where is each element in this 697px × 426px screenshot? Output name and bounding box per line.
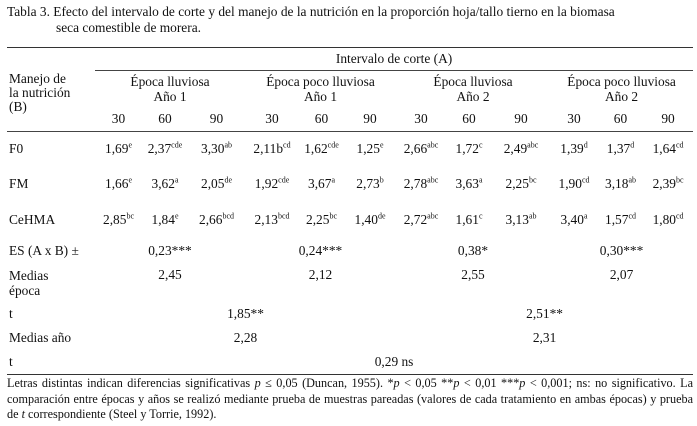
cell-value: 1,25: [356, 141, 380, 156]
significance-letters: cd: [676, 211, 684, 221]
significance-letters: bcd: [222, 211, 234, 221]
cell-value: 3,13: [505, 212, 529, 227]
period-header: [396, 71, 550, 108]
medias-epoca-value: 2,07: [609, 267, 634, 282]
row-label: FM: [9, 176, 29, 191]
significance-letters: d: [583, 140, 588, 150]
period-header: [550, 71, 693, 108]
cell-value: 3,67: [308, 176, 332, 191]
significance-letters: e: [128, 140, 132, 150]
value-cell: [245, 132, 299, 167]
period-year: Año 1: [153, 89, 187, 104]
period-year: Año 2: [605, 89, 639, 104]
medias-epoca-value: 2,55: [461, 267, 485, 282]
caption-line-2: seca comestible de morera.: [56, 20, 201, 35]
significance-letters: e: [174, 211, 179, 221]
significance-letters: d: [630, 140, 635, 150]
interval-header-cell: 60: [462, 111, 476, 126]
footnote-text: < 0,001; ns: no significativo. La comparación entre épocas y años se realizó mediante prueba de muestras pareadas (valores de cada tratamiento en ambas épocas) y prueba de: [7, 376, 693, 421]
interval-header-cell: 30: [567, 111, 581, 126]
table-row: [7, 202, 693, 238]
medias-epoca-label: [7, 264, 95, 302]
footnote-text: < 0,05 **: [399, 376, 454, 390]
interval-header-cell: 60: [314, 111, 329, 126]
es-row: [7, 238, 693, 264]
row-header-line-2: la nutrición: [9, 84, 71, 100]
significance-letters: a: [583, 211, 588, 221]
interval-header-cell: 90: [661, 111, 675, 126]
value-cell: [492, 166, 550, 202]
t-epoca-label: t: [9, 306, 13, 321]
es-value: 0,24***: [298, 243, 343, 258]
es-value: 0,30***: [599, 243, 644, 258]
value-cell: [95, 132, 142, 167]
period-name: Época lluviosa: [130, 74, 210, 89]
value-cell: [598, 166, 643, 202]
value-cell: [446, 166, 492, 202]
es-value: 0,38*: [457, 243, 489, 258]
row-header-label: [7, 48, 95, 132]
significance-letters: a: [174, 175, 179, 185]
cell-value: 2,49: [503, 141, 528, 156]
data-body: [7, 132, 693, 239]
significance-letters: cde: [327, 140, 339, 150]
cell-value: 3,30: [201, 141, 225, 156]
row-header-line-1: Manejo de: [9, 70, 66, 86]
value-cell: [396, 166, 446, 202]
significance-letters: c: [478, 211, 483, 221]
value-cell: [142, 132, 188, 167]
cell-value: 2,73: [356, 176, 380, 191]
value-cell: [344, 166, 396, 202]
cell-value: 2,85: [103, 212, 127, 227]
cell-value: 3,18: [605, 176, 629, 191]
medias-epoca-line-2: época: [9, 283, 41, 298]
cell-value: 1,66: [105, 176, 129, 191]
interval-header-cell: 90: [514, 111, 528, 126]
value-cell: [396, 202, 446, 238]
row-label: CeHMA: [9, 212, 56, 227]
interval-header-cell: 60: [613, 111, 628, 126]
table-row: [7, 132, 693, 167]
cell-value: 2,37: [147, 141, 172, 156]
value-cell: [598, 132, 643, 167]
period-name: Época poco lluviosa: [567, 74, 676, 89]
value-cell: [245, 166, 299, 202]
significance-letters: abc: [527, 140, 539, 150]
value-cell: [142, 166, 188, 202]
medias-anio-value: 2,28: [233, 330, 258, 345]
value-cell: [344, 132, 396, 167]
footnote-text: ≤ 0,05 (Duncan, 1955). *: [260, 376, 394, 390]
significance-letters: cd: [283, 140, 291, 150]
es-value: 0,23***: [148, 243, 192, 258]
cell-value: 1,39: [560, 141, 584, 156]
period-year: Año 2: [456, 89, 490, 104]
medias-epoca-row: [7, 264, 693, 302]
footnote-text: correspondiente (Steel y Torrie, 1992).: [24, 407, 217, 421]
cell-value: 3,40: [560, 212, 584, 227]
es-label: ES (A x B) ±: [9, 243, 79, 258]
period-name: Época poco lluviosa: [266, 74, 375, 89]
t-anio-value: 0,29 ns: [374, 354, 414, 369]
value-cell: [492, 132, 550, 167]
cell-value: 3,62: [151, 176, 175, 191]
value-cell: [396, 132, 446, 167]
significance-letters: ab: [224, 140, 232, 150]
value-cell: [550, 132, 598, 167]
cell-value: 1,57: [605, 212, 629, 227]
value-cell: [188, 202, 245, 238]
table-row: [7, 166, 693, 202]
significance-letters: bc: [528, 175, 537, 185]
medias-epoca-line-1: Medias: [9, 268, 49, 283]
significance-letters: b: [379, 175, 384, 185]
value-cell: [188, 132, 245, 167]
row-header-line-3: (B): [9, 98, 27, 114]
value-cell: [188, 166, 245, 202]
cell-value: 2,39: [652, 176, 676, 191]
interval-header-cell: 30: [111, 111, 126, 126]
significance-letters: cd: [581, 175, 590, 185]
significance-letters: abc: [427, 211, 439, 221]
cell-value: 2,25: [306, 212, 330, 227]
significance-letters: a: [478, 175, 483, 185]
medias-epoca-value: 2,45: [158, 267, 182, 282]
table-caption: [7, 4, 692, 36]
data-table: [7, 47, 693, 375]
footnote-text: Letras distintas indican diferencias significativas: [7, 376, 255, 390]
cell-value: 2,11b: [253, 141, 284, 156]
interval-header-cell: 90: [209, 111, 224, 126]
cell-value: 1,62: [304, 141, 328, 156]
cell-value: 2,66: [403, 141, 428, 156]
cell-value: 1,80: [652, 212, 676, 227]
cell-value: 2,25: [505, 176, 529, 191]
significance-letters: cde: [171, 140, 183, 150]
medias-anio-value: 2,31: [532, 330, 557, 345]
value-cell: [299, 132, 344, 167]
cell-value: 1,69: [105, 141, 129, 156]
significance-letters: cde: [278, 175, 290, 185]
footnote-t-symbol: t: [21, 407, 25, 421]
significance-letters: bc: [676, 175, 684, 185]
interval-header-cell: 90: [363, 111, 377, 126]
caption-line-1: Tabla 3. Efecto del intervalo de corte y del manejo de la nutrición en la proporción hoja/tallo tierno en la biomasa: [7, 4, 615, 19]
significance-letters: de: [377, 211, 386, 221]
value-cell: [245, 202, 299, 238]
value-cell: [550, 202, 598, 238]
table-footnote: [7, 376, 693, 423]
significance-letters: cd: [676, 140, 684, 150]
value-cell: [344, 202, 396, 238]
value-cell: [550, 166, 598, 202]
interval-header-cell: 30: [265, 111, 279, 126]
cell-value: 1,40: [354, 212, 378, 227]
medias-anio-label: Medias año: [9, 330, 72, 345]
significance-letters: e: [128, 175, 132, 185]
interval-header-cell: 60: [158, 111, 172, 126]
cell-value: 1,72: [455, 141, 479, 156]
interval-header-cell: 30: [414, 111, 428, 126]
significance-letters: bc: [126, 211, 134, 221]
cell-value: 1,84: [151, 212, 175, 227]
value-cell: [299, 166, 344, 202]
t-epoca-value: 2,51**: [526, 306, 563, 321]
medias-anio-row: [7, 326, 693, 350]
footnote-p-symbol: p: [453, 376, 460, 390]
significance-letters: cd: [628, 211, 636, 221]
cell-value: 1,37: [606, 141, 631, 156]
value-cell: [643, 132, 693, 167]
significance-letters: c: [478, 140, 483, 150]
cell-value: 1,90: [558, 176, 582, 191]
value-cell: [598, 202, 643, 238]
significance-letters: a: [331, 175, 335, 185]
significance-letters: ab: [528, 211, 537, 221]
t-epoca-row: [7, 302, 693, 326]
group-title: Intervalo de corte (A): [95, 48, 693, 71]
cell-value: 2,66: [199, 212, 223, 227]
cell-value: 2,13: [254, 212, 278, 227]
cell-value: 2,05: [201, 176, 225, 191]
footnote-p-symbol: p: [393, 376, 400, 390]
period-header: [245, 71, 396, 108]
period-year: Año 1: [303, 89, 338, 104]
cell-value: 3,63: [455, 176, 479, 191]
significance-letters: abc: [427, 175, 439, 185]
value-cell: [142, 202, 188, 238]
cell-value: 1,92: [254, 176, 279, 191]
period-name: Época lluviosa: [433, 74, 513, 89]
interval-header-row: [7, 107, 693, 132]
value-cell: [95, 166, 142, 202]
cell-value: 1,64: [652, 141, 676, 156]
cell-value: 1,61: [455, 212, 479, 227]
t-anio-label: t: [9, 354, 13, 369]
row-label: F0: [9, 141, 24, 156]
period-header: [95, 71, 245, 108]
value-cell: [95, 202, 142, 238]
cell-value: 2,78: [403, 176, 428, 191]
significance-letters: bcd: [277, 211, 290, 221]
value-cell: [446, 132, 492, 167]
significance-letters: bc: [329, 211, 337, 221]
period-header-row: [7, 71, 693, 108]
t-anio-row: [7, 350, 693, 375]
footnote-p-symbol: p: [519, 376, 526, 390]
significance-letters: de: [224, 175, 232, 185]
value-cell: [643, 166, 693, 202]
significance-letters: abc: [427, 140, 439, 150]
footnote-p-symbol: p: [254, 376, 261, 390]
cell-value: 2,72: [403, 212, 428, 227]
value-cell: [299, 202, 344, 238]
header-row-group: [7, 48, 693, 71]
significance-letters: ab: [628, 175, 636, 185]
medias-epoca-value: 2,12: [308, 267, 333, 282]
footnote-text: < 0,01 ***: [459, 376, 520, 390]
value-cell: [446, 202, 492, 238]
t-epoca-value: 1,85**: [227, 306, 264, 321]
value-cell: [643, 202, 693, 238]
significance-letters: e: [379, 140, 384, 150]
value-cell: [492, 202, 550, 238]
